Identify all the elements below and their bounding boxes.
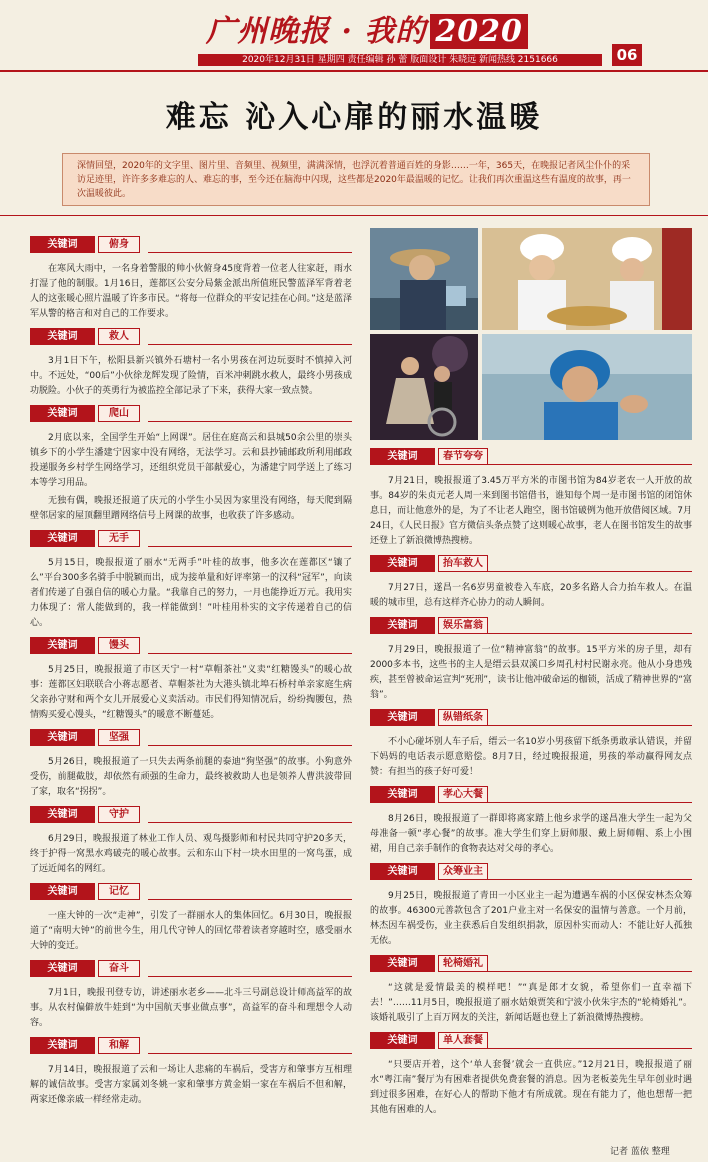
story-paragraph: 9月25日，晚报报道了青田一小区业主一起为遭遇车祸的小区保安林杰众筹的故事。46300元善款包含了201户业主对一名保安的温情与善意。一个月前，林杰因车祸受伤，业主获悉后自发组织捐款，原因朴实而动人：不能让好人孤独无依。 — [370, 891, 692, 946]
keyword-label: 关键词 — [370, 555, 435, 572]
story-paragraph: “这就是爱情最美的模样吧！”“真是郎才女貌，希望你们一直幸福下去！”……11月5日，晚报报道了丽水姑娘贾笑和宁波小伙朱宇杰的“轮椅婚礼”。该婚礼吸引了上百万网友的关注，新闻话题也登上了新浪微博热搜榜。 — [370, 983, 692, 1023]
story-paragraph: 5月25日，晚报报道了市区天宁一村“草帽茶社”义卖“红糖馒头”的暖心故事：莲都区妇联联合小蒋志愿者、草帽茶社为大港头镇北埠石桥村单亲家庭生病父亲孙守财和两个女儿开展爱心义卖活动。市民们得知情况后，纷纷掏腰包，热情购买爱心馒头，“红糖馒头”的暖意不断蔓延。 — [30, 665, 352, 720]
keyword-rule — [148, 1053, 352, 1054]
keyword-rule — [148, 252, 352, 253]
keyword-label: 关键词 — [30, 883, 95, 900]
keyword-header — [370, 448, 692, 465]
keyword-header — [30, 729, 352, 746]
keyword-label: 关键词 — [370, 448, 435, 465]
keyword-label: 关键词 — [30, 729, 95, 746]
keyword-word: 坚强 — [98, 729, 140, 746]
keyword-rule — [488, 725, 692, 726]
keyword-label: 关键词 — [30, 806, 95, 823]
story-paragraph: 7月29日，晚报报道了一位“精神富翁”的故事。15平方米的房子里，却有2000多本书，这些书的主人是缙云县双溪口乡周孔村村民谢永亮。他从小身患残疾，甚至曾被命运宣判“死刑”，读书让他冲破命运的枷锁，活成了精神世界的“富翁”。 — [370, 645, 692, 700]
keyword-rule — [488, 464, 692, 465]
chefs-photo — [482, 228, 692, 330]
keyword-header — [30, 960, 352, 977]
byline: 记者 蓝依 整理 — [610, 1147, 670, 1157]
keyword-label: 关键词 — [30, 530, 95, 547]
story-paragraph: 无独有偶，晚报还报道了庆元的小学生小吴因为家里没有网络，每天爬到隔壁邻居家的屋顶翻里蹭网络信号上网课的故事，也收获了许多感动。 — [30, 496, 352, 521]
keyword-header — [30, 1037, 352, 1054]
keyword-rule — [488, 1048, 692, 1049]
story-paragraph: 7月27日，遂昌一名6岁男童被卷入车底，20多名路人合力抬车救人。在温暖的城市里，总有这样齐心协力的动人瞬间。 — [370, 583, 692, 608]
keyword-word: 记忆 — [98, 883, 140, 900]
keyword-label: 关键词 — [370, 1032, 435, 1049]
keyword-label: 关键词 — [370, 709, 435, 726]
story-paragraph: 不小心碰坏别人车子后，缙云一名10岁小男孩留下纸条勇敢承认错误，并留下妈妈的电话表示愿意赔偿。8月7日，经过晚报报道，男孩的举动赢得网友点赞：有担当的孩子好可爱！ — [370, 737, 692, 777]
keyword-rule — [148, 899, 352, 900]
top-rule — [0, 70, 708, 72]
story-paragraph: 7月1日，晚报刊登专访，讲述丽水老乡——北斗三号副总设计师高益军的故事。从农村偏僻放牛娃到“为中国航天事业做点事”，高益军的奋斗和理想令人动容。 — [30, 988, 352, 1028]
keyword-rule — [488, 571, 692, 572]
masthead-title: 广州晚报 · 我的 2020 — [206, 6, 528, 50]
keyword-rule — [488, 802, 692, 803]
story-paragraph: 7月21日，晚报报道了3.45万平方米的市图书馆为84岁老农一人开放的故事。84岁的朱贞元老人周一来到图书馆借书，谁知每个周一是市图书馆的闭馆休息日，而让他意外的是，为了不让老人跑空，图书馆破例为他开放借阅区域。7月24日，《人民日报》官方微信头条点赞了这则暖心故事，老人在图书馆发生的故事还登上了新浪微博热搜榜。 — [370, 476, 692, 546]
keyword-header — [370, 617, 692, 634]
story-paragraph: 6月29日，晚报报道了林业工作人员、观鸟摄影师和村民共同守护20多天，终于护得一窝黑水鸡破壳的暖心故事。云和东山下村一块水田里的一窝鸟蛋，成了远近闻名的网红。 — [30, 834, 352, 874]
keyword-word: 春节夸夸 — [438, 448, 488, 465]
keyword-header — [30, 637, 352, 654]
delivery-rider-photo — [482, 334, 692, 440]
keyword-label: 关键词 — [30, 960, 95, 977]
keyword-word: 爬山 — [98, 405, 140, 422]
keyword-word: 轮椅婚礼 — [438, 955, 488, 972]
section-rule — [0, 215, 708, 216]
keyword-word: 无手 — [98, 530, 140, 547]
photo-collage — [370, 228, 692, 440]
keyword-header — [30, 405, 352, 422]
keyword-rule — [488, 971, 692, 972]
keyword-header — [370, 555, 692, 572]
page-number: 06 — [612, 44, 642, 66]
keyword-word: 奋斗 — [98, 960, 140, 977]
keyword-header — [30, 806, 352, 823]
keyword-word: 和解 — [98, 1037, 140, 1054]
story-paragraph: 7月14日，晚报报道了云和一场让人悲痛的车祸后，受害方和肇事方互相理解的诚信故事。受害方家属刘冬姚一家和肇事方黄金娟一家在车祸后不但和解，两家还像亲戚一样经常走动。 — [30, 1065, 352, 1105]
keyword-header — [370, 786, 692, 803]
keyword-header — [370, 863, 692, 880]
keyword-label: 关键词 — [370, 617, 435, 634]
story-paragraph: 5月26日，晚报报道了一只失去两条前腿的泰迪“狗坚强”的故事。小狗意外受伤，前腿截肢，却依然有顽强的生命力，最终被救助人也是领养人曹洪波带回了家，取名“拐拐”。 — [30, 757, 352, 797]
keyword-rule — [148, 653, 352, 654]
man-in-hat-photo — [370, 228, 478, 330]
story-paragraph: 一座大钟的一次“走神”，引发了一群丽水人的集体回忆。6月30日，晚报报道了“南明大钟”的前世今生，用几代守钟人的回忆带着读者穿越时空，感受丽水大钟的变迁。 — [30, 911, 352, 951]
keyword-label: 关键词 — [30, 1037, 95, 1054]
keyword-header — [30, 883, 352, 900]
story-paragraph: 在寒风大雨中，一名身着警服的帅小伙俯身45度背着一位老人往家赶，雨水打湿了他的制服。1月16日，莲都区公安分局紫金派出所值班民警蓝泽军背着老人的这张暖心照片温暖了许多市民。“将每一位群众的平安记挂在心间。”这是蓝泽军从警的格言和对自己的工作要求。 — [30, 264, 352, 319]
keyword-word: 救人 — [98, 328, 140, 345]
keyword-header — [370, 709, 692, 726]
keyword-word: 单人套餐 — [438, 1032, 488, 1049]
left-column — [30, 230, 352, 1111]
keyword-rule — [148, 421, 352, 422]
keyword-rule — [148, 344, 352, 345]
keyword-word: 纵错纸条 — [438, 709, 488, 726]
keyword-rule — [488, 879, 692, 880]
keyword-label: 关键词 — [370, 955, 435, 972]
keyword-label: 关键词 — [30, 405, 95, 422]
keyword-header — [30, 530, 352, 547]
masthead-year: 2020 — [430, 14, 528, 49]
keyword-label: 关键词 — [30, 236, 95, 253]
story-paragraph: 2月底以来，全国学生开始“上网课”。居住在庭高云和县城50余公里的崇头镇乡下的小学生潘建宁因家中没有网络，无法学习。云和县抄铺邮政所利用邮政投递服务乡村学生网络学习，还组织党员干部献爱心，为潘建宁同学送上了练习本等学习用品。 — [30, 433, 352, 488]
keyword-header — [370, 1032, 692, 1049]
keyword-word: 抬车救人 — [438, 555, 488, 572]
page-headline: 难忘 沁入心扉的丽水温暖 — [165, 100, 543, 135]
story-paragraph: 5月15日，晚报报道了丽水“无两手”叶桂的故事，他多次在莲都区“镶了么”平台300多名骑手中脱颖而出，成为接单量和好评率第一的汉科“冠军”，向读者们传递了自强自信的暖心力量。“我靠自己的努力，一月也能挣近万元。我用实力体现了：常人能做到的，我一样能做到！”叶桂用朴实的文字传递着自己的信心。 — [30, 558, 352, 628]
keyword-header — [370, 955, 692, 972]
keyword-rule — [488, 633, 692, 634]
keyword-word: 馒头 — [98, 637, 140, 654]
keyword-word: 众筹业主 — [438, 863, 488, 880]
keyword-label: 关键词 — [370, 863, 435, 880]
keyword-header — [30, 328, 352, 345]
keyword-rule — [148, 976, 352, 977]
keyword-word: 守护 — [98, 806, 140, 823]
info-bar: 2020年12月31日 星期四 责任编辑 孙 蕾 版面设计 朱晓远 新闻热线 2151666 — [198, 54, 602, 66]
right-column — [370, 442, 692, 1121]
keyword-label: 关键词 — [30, 637, 95, 654]
keyword-word: 俯身 — [98, 236, 140, 253]
story-paragraph: 8月26日，晚报报道了一群即将离家踏上他乡求学的遂昌准大学生一起为父母准备一顿“孝心餐”的故事。准大学生们穿上厨师服、戴上厨师帽、系上小围裙，用自己亲手制作的食物表达对父母的孝心。 — [370, 814, 692, 854]
keyword-rule — [148, 745, 352, 746]
intro-box: 深情回望，2020年的文字里、图片里、音频里、视频里，满满深情，也浮沉着普通百姓的身影……一年，365天，在晚报记者风尘仆仆的采访足迹里，许许多多难忘的人、难忘的事，至今还在脑海中闪现，这些都是2020年最温暖的记忆。让我们再次重温这些有温度的故事，再一次温暖彼此。 — [62, 153, 650, 206]
keyword-rule — [148, 822, 352, 823]
story-paragraph: 3月1日下午，松阳县新兴镇外石塘村一名小男孩在河边玩耍时不慎掉入河中。不远处，“00后”小伙徐龙辉发现了险情，百米冲刺跳水救人，最终小男孩成功脱险。小伙子的英勇行为被监控全部记录了下来，获得大家一致点赞。 — [30, 356, 352, 396]
keyword-word: 娱乐富翁 — [438, 617, 488, 634]
masthead — [186, 6, 606, 50]
keyword-label: 关键词 — [30, 328, 95, 345]
keyword-header — [30, 236, 352, 253]
story-paragraph: “只要店开着，这个‘单人套餐’就会一直供应。”12月21日，晚报报道了丽水“粤江南”餐厅为有困难者提供免费套餐的消息。因为老板姜先生早年创业时遇到过很多困难，在好心人的帮助下他才有所成就。现在有能力了，他也想帮一把其他有困难的人。 — [370, 1060, 692, 1115]
keyword-word: 孝心大餐 — [438, 786, 488, 803]
wheelchair-wedding-photo — [370, 334, 478, 440]
keyword-label: 关键词 — [370, 786, 435, 803]
keyword-rule — [148, 546, 352, 547]
